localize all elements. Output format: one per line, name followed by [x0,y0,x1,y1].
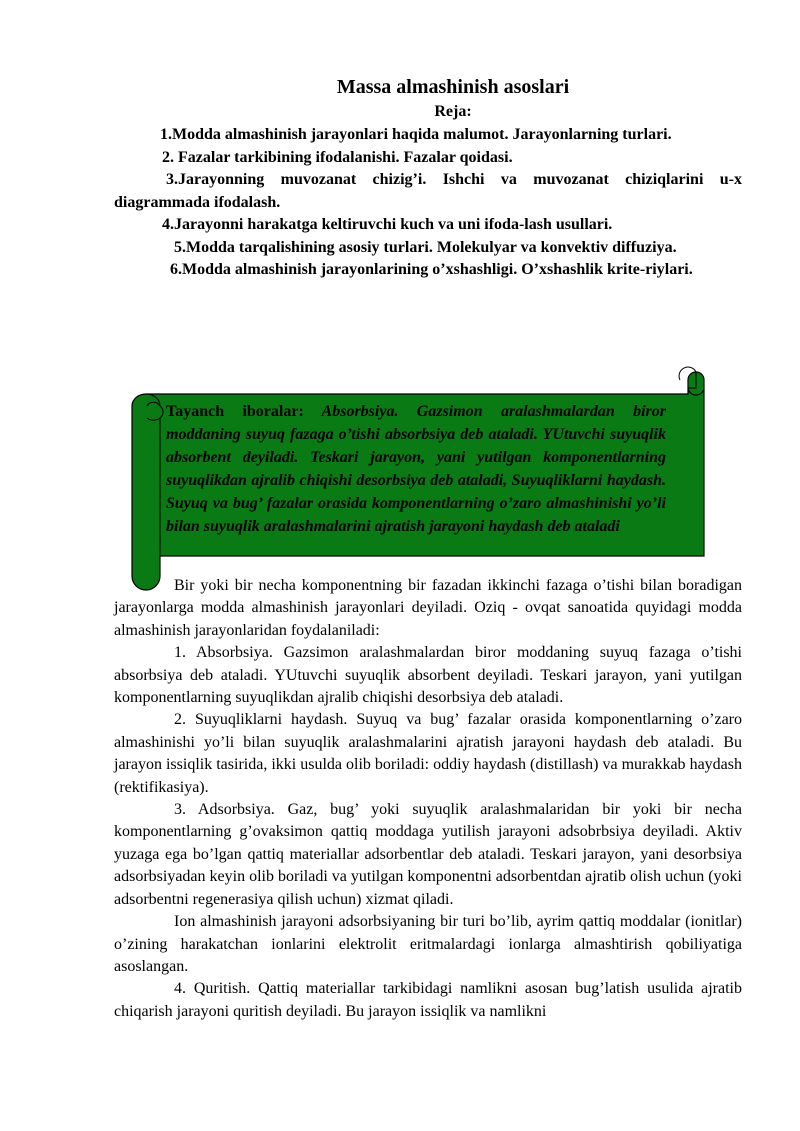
paragraph: 4. Quritish. Qattiq materiallar tarkibidagi namlikni asosan bug’latish usulida ajratib chiqarish jarayoni quritish deyiladi. Bu jarayon issiqlik va namlikni [114,980,742,1020]
paragraph: 1. Absorbsiya. Gazsimon aralashmalardan biror moddaning suyuq fazaga o’tishi absorbsiya deb ataladi. YUtuvchi suyuqlik absorbent deyiladi. Teskari jarayon, yani yutilgan komponentlarning suyuqlikdan ajralib chiqishi desorbsiya deb ataladi. [114,644,742,707]
keywords-box [166,400,666,538]
body-text [114,575,742,1023]
plan-item: 3.Jarayonning muvozanat chizig’i. Ishchi va muvozanat chiziqlarini u-x diagrammada ifodalash. [114,171,742,211]
page-title: Massa almashinish asoslari [336,76,570,98]
paragraph: 3. Adsorbsiya. Gaz, bug’ yoki suyuqlik aralashmalaridan bir yoki bir necha komponentlarning g’ovaksimon qattiq moddaga yutilish jarayoni adsobrbsiya deyiladi. Aktiv yuzaga ega bo’lgan qattiq materiallar adsorbentlar deb ataladi. Teskari jarayon, yani desorbsiya adsorbsiyadan keyin olib boriladi va yutilgan komponentni adsorbentdan ajratib olish uchun (yoki adsorbentni regenerasiya qilish uchun) xizmat qiladi. [114,801,742,908]
plan-item: 4.Jarayonni harakatga keltiruvchi kuch va uni ifoda-lash usullari. [162,216,613,233]
paragraph: Bir yoki bir necha komponentning bir fazadan ikkinchi fazaga o’tishi bilan boradigan jarayonlarga modda almashinish jarayonlari deyiladi. Oziq - ovqat sanoatida quyidagi modda almashinish jarayonlaridan foydalaniladi: [114,577,742,639]
keywords-label: Tayanch iboralar: [166,403,304,420]
paragraph: Ion almashinish jarayoni adsorbsiyaning bir turi bo’lib, ayrim qattiq moddalar (ionitlar) o’zining harakatchan ionlarini elektrolit eritmalardagi ionlarga almashtirish qobiliyatiga asoslangan. [114,913,742,975]
plan-item: 1.Modda almashinish jarayonlari haqida malumot. Jarayonlarning turlari. [160,126,672,143]
paragraph: 2. Suyuqliklarni haydash. Suyuq va bug’ fazalar orasida komponentlarning o’zaro almashinishi yo’li bilan suyuqlik aralashmalarini ajratish jarayoni haydash deb ataladi. Bu jarayon issiqlik tasirida, ikki usulda olib boriladi: oddiy haydash (distillash) va murakkab haydash (rektifikasiya). [114,711,742,796]
keywords-text: Absorbsiya. Gazsimon aralashmalardan biror moddaning suyuq fazaga o’tishi absorbsiya deb ataladi. YUtuvchi suyuqlik absorbent deyiladi. Teskari jarayon, yani yutilgan komponentlarning suyuqlikdan ajralib chiqishi desorbsiya deb ataladi, Suyuqliklarni haydash. Suyuq va bug’ fazalar orasida komponentlarning o’zaro almashinishi yo’li bilan suyuqlik aralashmalarini ajratish jarayoni haydash deb ataladi [166,403,667,535]
plan-item: 5.Modda tarqalishining asosiy turlari. Molekulyar va konvektiv diffuziya. [174,238,677,256]
plan-item: 6.Modda almashinish jarayonlarining o’xshashligi. O’xshashlik krite-riylari. [170,261,693,278]
plan-item: 2. Fazalar tarkibining ifodalanishi. Fazalar qoidasi. [162,148,513,166]
plan-heading: Reja: [434,103,472,120]
